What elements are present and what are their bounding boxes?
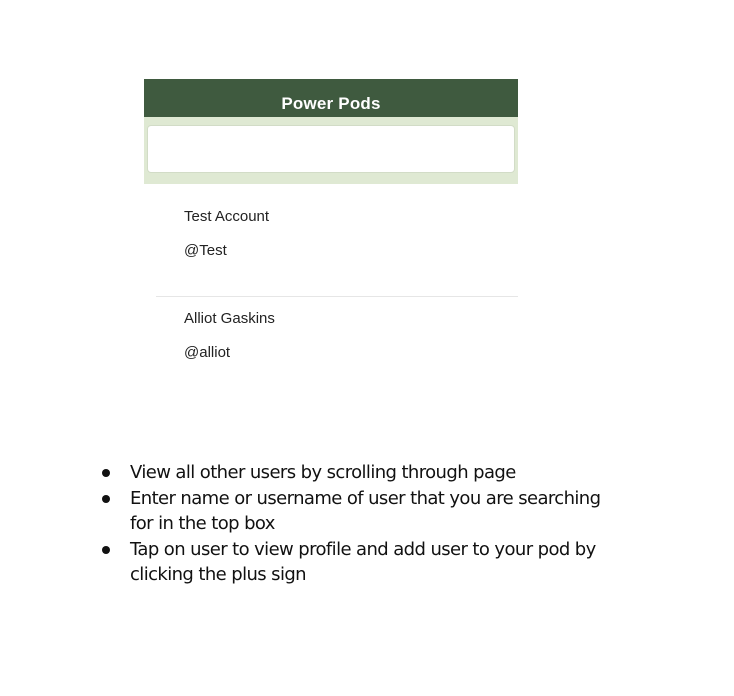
app-screen (144, 79, 518, 184)
user-list (156, 195, 518, 399)
user-handle: @alliot (184, 344, 231, 361)
instruction-item (100, 486, 620, 536)
app-title: Power Pods (281, 94, 381, 113)
bullet-icon (102, 546, 110, 554)
user-name: Alliot Gaskins (184, 310, 275, 327)
instruction-text: Enter name or username of user that you are searching for in the top box (130, 488, 601, 534)
instruction-item (100, 537, 620, 587)
user-row-test-account[interactable] (156, 195, 518, 297)
instruction-item (100, 460, 620, 485)
instruction-text: View all other users by scrolling through page (130, 462, 516, 483)
user-row-alliot-gaskins[interactable] (156, 297, 518, 399)
app-header (144, 79, 518, 117)
search-input[interactable] (147, 125, 515, 173)
bullet-icon (102, 469, 110, 477)
user-handle: @Test (184, 242, 227, 259)
search-bar (144, 117, 518, 184)
user-name: Test Account (184, 208, 270, 225)
instruction-text: Tap on user to view profile and add user to your pod by clicking the plus sign (130, 539, 596, 585)
instruction-list (100, 460, 620, 588)
bullet-icon (102, 495, 110, 503)
